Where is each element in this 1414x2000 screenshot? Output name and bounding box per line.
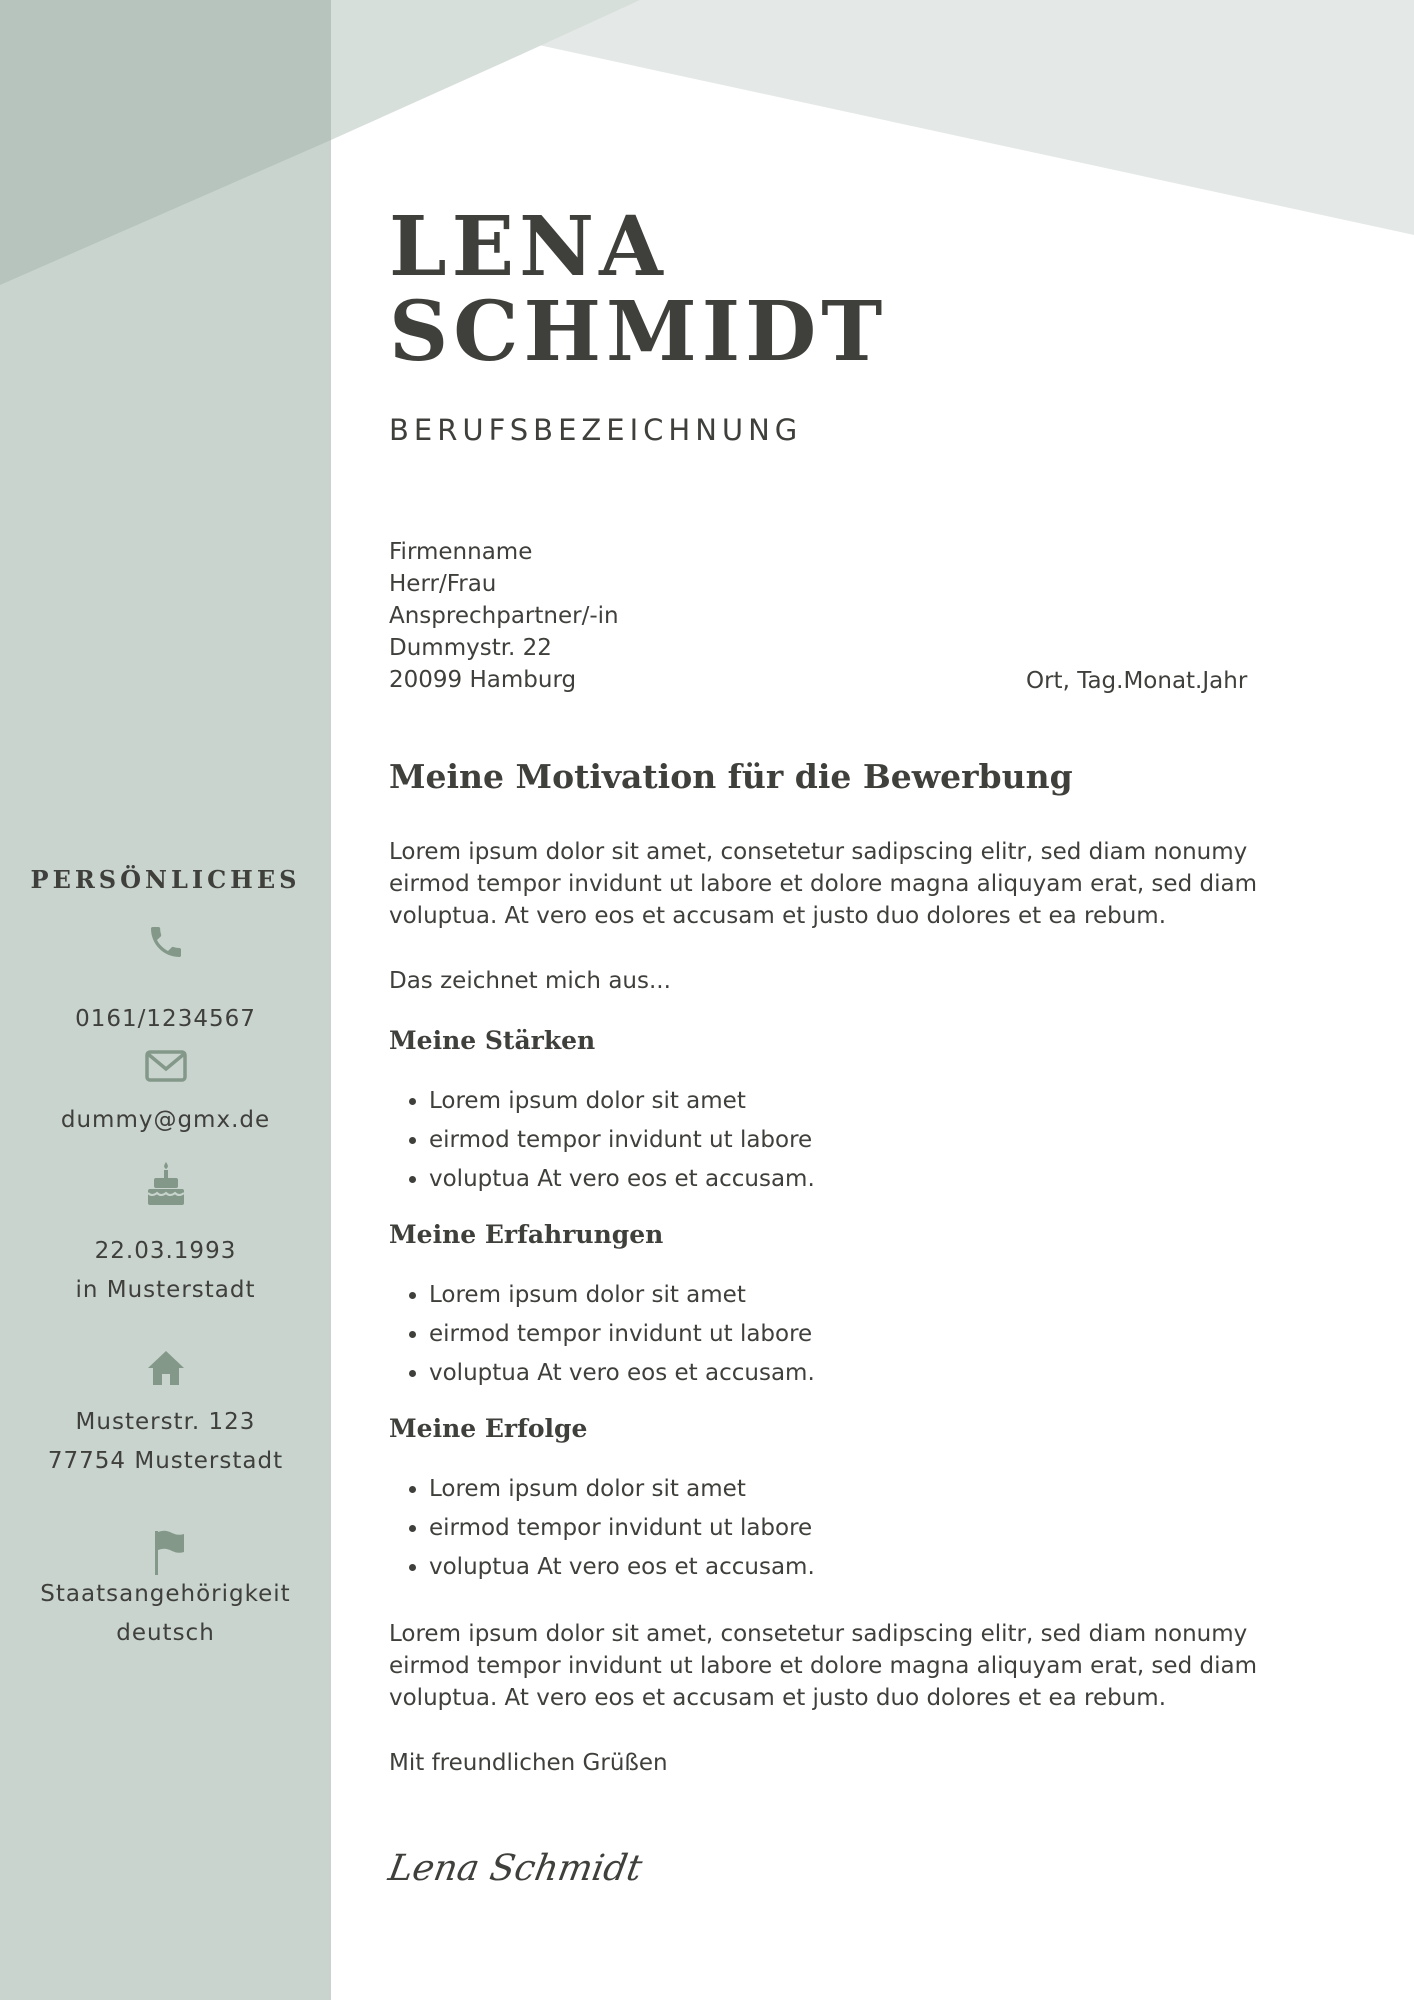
list-item: • Lorem ipsum dolor sit amet xyxy=(429,1082,815,1121)
experience-list xyxy=(389,1276,815,1393)
first-name: LENA xyxy=(389,199,668,295)
section-title-achievements: Meine Erfolge xyxy=(389,1414,588,1443)
last-name: SCHMIDT xyxy=(389,284,888,380)
applicant-name xyxy=(389,199,888,380)
job-title: BERUFSBEZEICHNUNG xyxy=(389,413,803,447)
personal-section-title: PERSÖNLICHES xyxy=(30,865,301,894)
list-item: • voluptua At vero eos et accusam. xyxy=(429,1160,815,1199)
home-icon xyxy=(0,1347,331,1395)
city-address: 77754 Musterstadt xyxy=(47,1448,284,1474)
recipient-address xyxy=(389,536,619,696)
email-address: dummy@gmx.de xyxy=(60,1107,271,1133)
birthday-cake-icon xyxy=(0,1160,331,1208)
recipient-company: Firmenname xyxy=(389,539,533,565)
phone-number: 0161/1234567 xyxy=(75,1006,256,1032)
achievements-list xyxy=(389,1470,815,1587)
sign-off: Mit freundlichen Grüßen xyxy=(389,1750,668,1776)
strengths-list xyxy=(389,1082,815,1199)
flag-icon xyxy=(0,1527,331,1575)
list-item: • voluptua At vero eos et accusam. xyxy=(429,1354,815,1393)
birth-place: in Musterstadt xyxy=(75,1277,256,1303)
intro-paragraph: Lorem ipsum dolor sit amet, consetetur sadipscing elitr, sed diam nonumy eirmod tempor invidunt ut labore et dolore magna aliquyam erat, sed diam voluptua. At vero eos et accusam et justo duo dolores et ea rebum. xyxy=(389,839,1257,929)
birth-date: 22.03.1993 xyxy=(94,1238,237,1264)
mail-icon xyxy=(0,1048,331,1096)
list-item: • Lorem ipsum dolor sit amet xyxy=(429,1276,815,1315)
signature: Lena Schmidt xyxy=(385,1848,646,1889)
phone-icon xyxy=(0,922,331,970)
list-item: • voluptua At vero eos et accusam. xyxy=(429,1548,815,1587)
closing-paragraph: Lorem ipsum dolor sit amet, consetetur sadipscing elitr, sed diam nonumy eirmod tempor invidunt ut labore et dolore magna aliquyam erat, sed diam voluptua. At vero eos et accusam et justo duo dolores et ea rebum. xyxy=(389,1621,1257,1711)
section-title-experience: Meine Erfahrungen xyxy=(389,1220,664,1249)
recipient-city: 20099 Hamburg xyxy=(389,667,577,693)
letter-date: Ort, Tag.Monat.Jahr xyxy=(1026,668,1248,694)
lead-in-text: Das zeichnet mich aus... xyxy=(389,968,671,994)
list-item: • eirmod tempor invidunt ut labore xyxy=(429,1121,815,1160)
list-item: • Lorem ipsum dolor sit amet xyxy=(429,1470,815,1509)
list-item: • eirmod tempor invidunt ut labore xyxy=(429,1509,815,1548)
letter-subject: Meine Motivation für die Bewerbung xyxy=(389,757,1073,796)
nationality-value: deutsch xyxy=(116,1620,215,1646)
section-title-strengths: Meine Stärken xyxy=(389,1026,596,1055)
recipient-street: Dummystr. 22 xyxy=(389,635,552,661)
nationality-label: Staatsangehörigkeit xyxy=(40,1581,291,1607)
street-address: Musterstr. 123 xyxy=(75,1409,256,1435)
list-item: • eirmod tempor invidunt ut labore xyxy=(429,1315,815,1354)
recipient-contact: Ansprechpartner/-in xyxy=(389,603,619,629)
recipient-salutation: Herr/Frau xyxy=(389,571,497,597)
